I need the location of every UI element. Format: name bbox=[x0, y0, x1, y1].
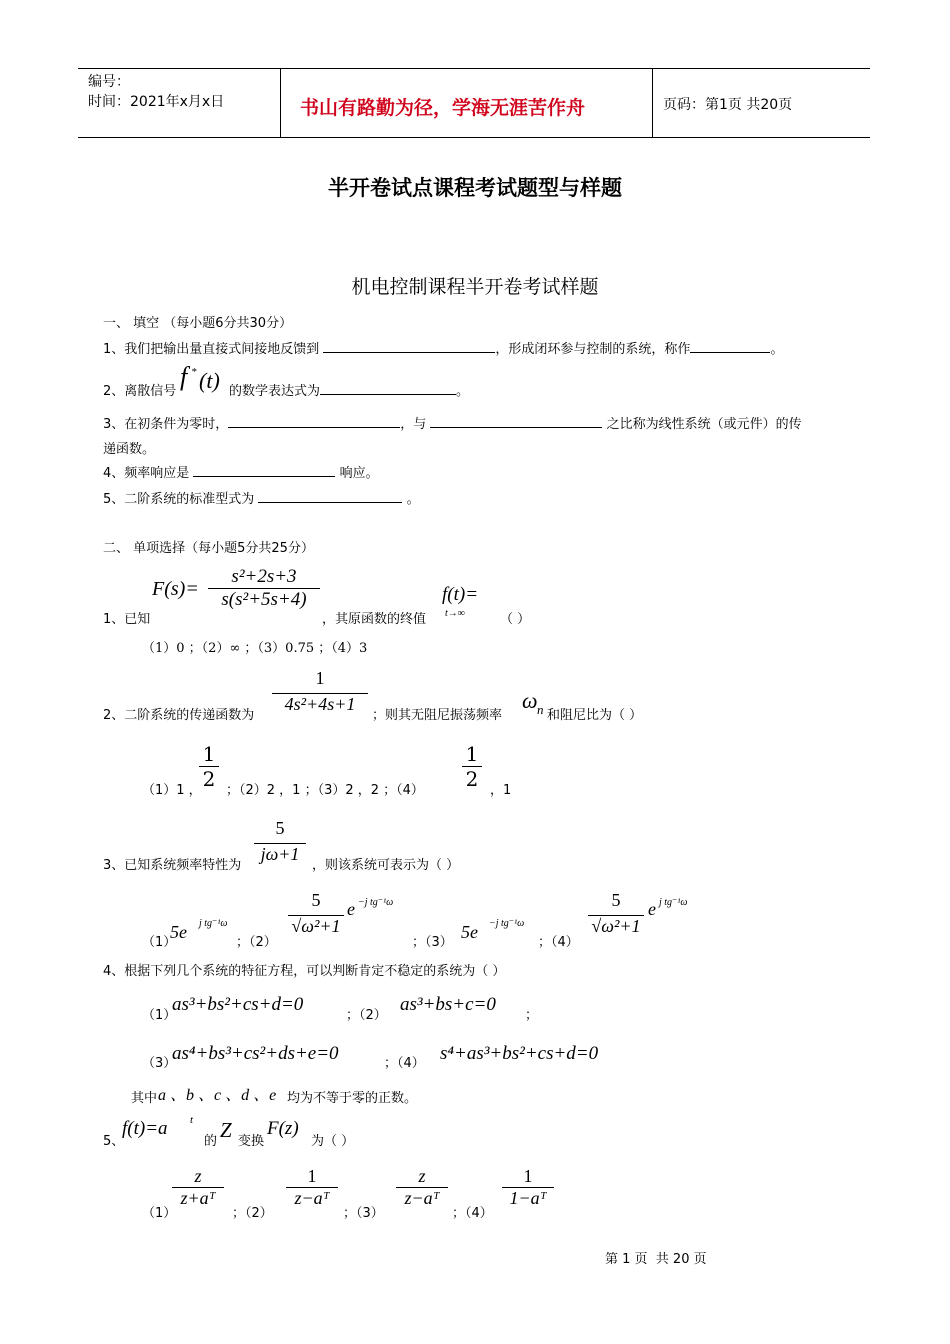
mc-q5-o3-label: ；（3） bbox=[343, 1206, 384, 1221]
q3-opt4-fraction bbox=[588, 890, 644, 937]
mc-q5-prefix: 5、 bbox=[103, 1134, 125, 1149]
transfer-denominator: 4s²+4s+1 bbox=[272, 693, 368, 715]
header-code-label: 编号： bbox=[88, 74, 130, 90]
header-table bbox=[78, 68, 870, 138]
mc-q5-o1-label: （1） bbox=[142, 1206, 177, 1221]
q5-mid2: 变换 bbox=[238, 1134, 265, 1149]
laplace-numerator: s²+2s+3 bbox=[231, 566, 297, 587]
answer-blank bbox=[258, 488, 402, 503]
mc-q4-o4-label: ；（4） bbox=[384, 1056, 425, 1071]
answer-blank bbox=[320, 380, 456, 395]
q1-text-a: 1、我们把输出量直接式间接地反馈到 bbox=[103, 342, 320, 357]
q5-end: 为（ ） bbox=[311, 1134, 355, 1149]
char-eq-1: as³+bs²+cs+d=0 bbox=[172, 994, 304, 1015]
q3-opt4-exp-base: e bbox=[648, 899, 656, 919]
mc-q2-opt2: ；（2）2 ，1 ；（3）2 ，2 ；（4） bbox=[226, 783, 424, 798]
mc-q4-o3-label: （3） bbox=[142, 1056, 177, 1071]
fill-question-1 bbox=[103, 338, 783, 357]
final-value-f: f(t)= bbox=[442, 584, 479, 605]
half-denominator: 2 bbox=[199, 766, 219, 791]
mc-q1-options: （1）0 ；（2）∞ ；（3）0.75 ；（4）3 bbox=[142, 641, 368, 656]
q5-opt2-fraction bbox=[286, 1166, 338, 1209]
q1-text-c: 。 bbox=[770, 342, 784, 357]
q5-opt3-denominator: z−aᵀ bbox=[396, 1187, 448, 1209]
mc-q3-o3-label: ；（3） bbox=[412, 935, 453, 950]
half-numerator: 1 bbox=[202, 742, 216, 766]
q4-text-b: 响应。 bbox=[339, 466, 379, 481]
mc-q3-o4-label: ；（4） bbox=[538, 935, 579, 950]
fill-question-4 bbox=[103, 462, 379, 481]
q2-text-b: 的数学表达式为 bbox=[229, 384, 321, 399]
fill-question-3 bbox=[103, 413, 802, 432]
answer-blank bbox=[323, 338, 495, 353]
q2-text-c: 。 bbox=[456, 384, 470, 399]
q5-function-exponent: t bbox=[190, 1114, 194, 1126]
mc-q4-text: 4、根据下列几个系统的特征方程，可以判断肯定不稳定的系统为（ ） bbox=[103, 964, 506, 979]
header-motto: 书山有路勤为径，学海无涯苦作舟 bbox=[300, 97, 586, 119]
half-denominator: 2 bbox=[462, 766, 482, 791]
q3-opt1-exponent: j tg⁻¹ω bbox=[199, 918, 228, 929]
half-fraction bbox=[199, 742, 219, 791]
mc-q2-opt1: （1）1 ， bbox=[142, 783, 202, 798]
freq-denominator: jω+1 bbox=[254, 843, 306, 865]
q5-opt2-denominator: z−aᵀ bbox=[286, 1187, 338, 1209]
main-title: 半开卷试点课程考试题型与样题 bbox=[328, 176, 622, 200]
char-eq-3: as⁴+bs³+cs²+ds+e=0 bbox=[172, 1043, 339, 1064]
q5-mid1: 的 bbox=[204, 1134, 218, 1149]
page-footer: 第 1 页 共 20 页 bbox=[605, 1252, 707, 1267]
q3-opt2-exp-base: e bbox=[347, 899, 355, 919]
mc-q3-end: ，则该系统可表示为（ ） bbox=[312, 858, 460, 873]
q5-opt3-numerator: z bbox=[418, 1166, 426, 1186]
q5-z-symbol: Z bbox=[220, 1118, 232, 1142]
mc-q2-prefix: 2、二阶系统的传递函数为 bbox=[103, 708, 255, 723]
q5-text-a: 5、二阶系统的标准型式为 bbox=[103, 492, 255, 507]
laplace-lhs: F(s)= bbox=[152, 578, 199, 600]
q3-opt2-fraction bbox=[288, 890, 344, 937]
q5-text-b: 。 bbox=[406, 492, 420, 507]
freq-numerator: 5 bbox=[275, 818, 285, 838]
omega-symbol: ω bbox=[522, 688, 538, 713]
fill-question-2-rest bbox=[229, 380, 469, 399]
fill-question-2 bbox=[103, 380, 176, 399]
q5-opt1-numerator: z bbox=[194, 1166, 202, 1186]
mc-q2-opt3: ，1 bbox=[490, 783, 512, 798]
q4-semicolon: ； bbox=[525, 1008, 539, 1023]
laplace-denominator: s(s²+5s+4) bbox=[208, 588, 320, 611]
mc-q5-o2-label: ；（2） bbox=[232, 1206, 273, 1221]
mc-q2-mid: ；则其无阻尼振荡频率 bbox=[372, 708, 503, 723]
mc-q4-o2-label: ；（2） bbox=[346, 1008, 387, 1023]
mc-q2-end: 和阻尼比为（ ） bbox=[547, 708, 643, 723]
q3-opt4-exponent: j tg⁻¹ω bbox=[659, 897, 688, 908]
discrete-signal-arg: (t) bbox=[199, 368, 220, 393]
transfer-numerator: 1 bbox=[315, 668, 325, 688]
sub-title: 机电控制课程半开卷考试样题 bbox=[351, 276, 599, 298]
header-date: 时间：2021年x月x日 bbox=[88, 94, 225, 110]
header-divider bbox=[652, 69, 653, 137]
q5-opt1-fraction bbox=[172, 1166, 224, 1209]
q4-note-a: 其中 bbox=[131, 1091, 158, 1106]
half-numerator: 1 bbox=[465, 742, 479, 766]
q3-opt3-base: 5e bbox=[461, 922, 478, 942]
q5-opt1-denominator: z+aᵀ bbox=[172, 1187, 224, 1209]
q3-text-c: 之比称为线性系统（或元件）的传 bbox=[606, 417, 802, 432]
freq-fraction bbox=[254, 818, 306, 865]
q3-text-b: ，与 bbox=[400, 417, 427, 432]
q5-opt4-denominator: 1−aᵀ bbox=[502, 1187, 554, 1209]
mc-q3-prefix: 3、已知系统频率特性为 bbox=[103, 858, 242, 873]
header-page-info: 页码：第1页 共20页 bbox=[663, 97, 793, 113]
q3-opt2-exponent: −j tg⁻¹ω bbox=[358, 897, 394, 908]
q5-opt2-numerator: 1 bbox=[307, 1166, 317, 1186]
q4-coefficients: a 、b 、c 、d 、e bbox=[158, 1087, 277, 1104]
fill-question-3-cont: 递函数。 bbox=[103, 442, 156, 457]
q1-text-b: ，形成闭环参与控制的系统，称作 bbox=[495, 342, 691, 357]
q5-opt4-fraction bbox=[502, 1166, 554, 1209]
answer-blank bbox=[690, 338, 770, 353]
q3-text-a: 3、在初条件为零时， bbox=[103, 417, 229, 432]
q3-opt1-base: 5e bbox=[170, 922, 187, 942]
char-eq-2: as³+bs+c=0 bbox=[400, 994, 496, 1015]
q5-opt3-fraction bbox=[396, 1166, 448, 1209]
mc-q3-o1-label: （1） bbox=[142, 935, 177, 950]
mc-q1-prefix: 1、已知 bbox=[103, 612, 151, 627]
transfer-function-fraction bbox=[272, 668, 368, 715]
limit-subscript: t→∞ bbox=[445, 608, 465, 619]
laplace-fraction bbox=[208, 566, 320, 611]
q3-opt2-numerator: 5 bbox=[311, 890, 321, 910]
mc-q4-o1-label: （1） bbox=[142, 1008, 177, 1023]
mc-q1-mid: ，其原函数的终值 bbox=[322, 612, 427, 627]
omega-subscript: n bbox=[537, 702, 544, 717]
q5-F-of-z: F(z) bbox=[267, 1118, 299, 1139]
mc-q1-paren: （ ） bbox=[500, 612, 531, 627]
half-fraction bbox=[462, 742, 482, 791]
mc-q5-o4-label: ；（4） bbox=[452, 1206, 493, 1221]
q3-opt4-denominator: √ω²+1 bbox=[588, 915, 644, 937]
answer-blank bbox=[430, 413, 602, 428]
answer-blank bbox=[228, 413, 400, 428]
q3-opt2-denominator: √ω²+1 bbox=[288, 915, 344, 937]
section2-heading: 二、 单项选择（每小题5分共25分） bbox=[103, 541, 314, 556]
discrete-signal-sup: * bbox=[191, 366, 197, 378]
q4-text-a: 4、频率响应是 bbox=[103, 466, 190, 481]
q2-text-a: 2、离散信号 bbox=[103, 384, 177, 399]
section1-heading: 一、 填空 （每小题6分共30分） bbox=[103, 316, 293, 331]
discrete-signal-f: f bbox=[180, 362, 188, 391]
answer-blank bbox=[193, 462, 335, 477]
char-eq-4: s⁴+as³+bs²+cs+d=0 bbox=[440, 1043, 599, 1064]
q4-note-b: 均为不等于零的正数。 bbox=[287, 1091, 418, 1106]
fill-question-5 bbox=[103, 488, 420, 507]
q5-opt4-numerator: 1 bbox=[523, 1166, 533, 1186]
header-divider bbox=[280, 69, 281, 137]
q3-opt4-numerator: 5 bbox=[611, 890, 621, 910]
q5-function: f(t)=a bbox=[122, 1118, 168, 1139]
mc-q3-o2-label: ；（2） bbox=[236, 935, 277, 950]
q3-opt3-exponent: −j tg⁻¹ω bbox=[489, 918, 525, 929]
